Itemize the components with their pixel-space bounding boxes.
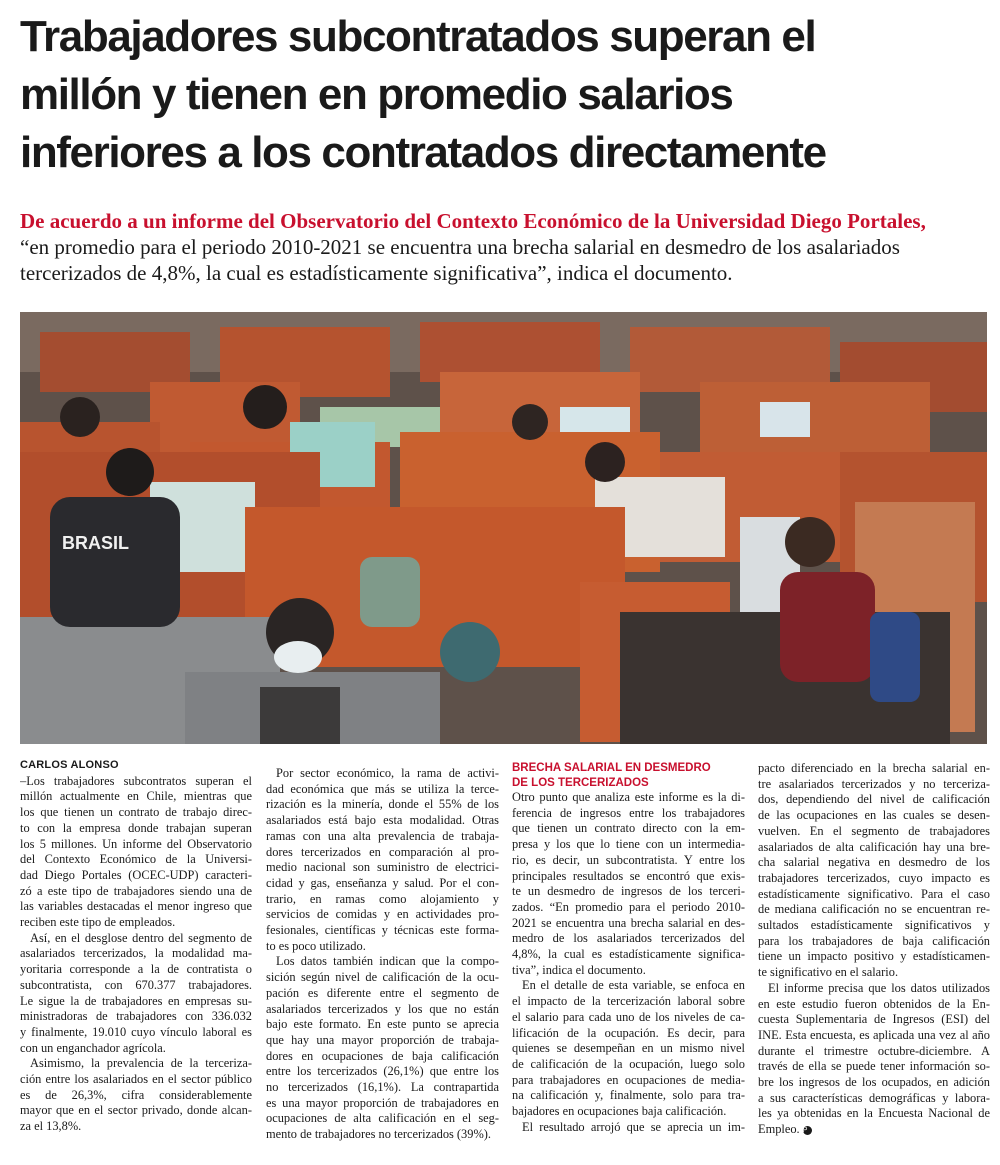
lede-line: “en promedio para el periodo 2010-2021 se encuentra una brecha salarial en desmedro de los asalariados — [20, 235, 900, 259]
text-line: to es poco utilizado. — [266, 938, 366, 953]
text-line: Así, en el desglose dentro del segmento de — [30, 930, 252, 945]
text-line: dad Diego Portales (OCEC-UDP) caracteri- — [20, 867, 252, 882]
text-line: Los datos también indican que la compo- — [276, 954, 499, 969]
text-line: asalariados tercerizados y los que no están — [266, 1001, 499, 1016]
text-line: bajadores en ocupaciones baja calificación. — [512, 1104, 727, 1119]
text-line: de las ocupaciones en las cuales se desen- — [758, 808, 990, 823]
text-line: rio, es decir, un subcontratista. Y entre los — [512, 852, 745, 867]
text-line: yoritaria corresponde a la de contratista o — [20, 962, 252, 977]
text-line: tre asalariados tercerizados y no terceriza- — [758, 776, 990, 791]
text-line: entre los tercerizados (26,1%) que entre los — [266, 1064, 499, 1079]
text-line: les ya obtenidas en la Encuesta Nacional de — [758, 1106, 990, 1121]
headline — [20, 8, 985, 182]
text-line: ción entre los asalariados en el sector público — [20, 1072, 252, 1087]
text-line — [758, 1122, 990, 1138]
text-line: para trabajadores en ocupaciones de media- — [512, 1072, 745, 1087]
text-line: trario, en ramas como alojamiento y — [266, 891, 499, 906]
text-line: para los trabajadores de baja calificación — [758, 933, 990, 948]
text-line: dores en ocupaciones de baja calificación — [266, 1048, 499, 1063]
text-line: –Los trabajadores subcontratos superan el — [20, 773, 252, 788]
text-line: El informe precisa que los datos utilizados — [768, 980, 990, 995]
text-line: rización es la minería, donde el 55% de los — [266, 797, 499, 812]
text-line: el salario para cada uno de los niveles de ca- — [512, 1009, 745, 1024]
paragraph — [266, 954, 499, 1142]
text-line: es de 26,3%, cifra considerablemente — [20, 1087, 252, 1102]
text-line: ferencia de ingresos entre los trabajadores — [512, 805, 745, 820]
text-line: sultados estadísticamente significativos y — [758, 918, 990, 933]
text-line: dos, dependiendo del nivel de calificación — [758, 792, 990, 807]
text-line: de mediana calificación no se encuentran re- — [758, 902, 990, 917]
text-line: En el detalle de esta variable, se enfoca en — [522, 978, 745, 993]
end-mark-icon: P — [803, 1126, 812, 1135]
text-line: tiva”, indica el documento. — [512, 962, 646, 977]
text-line: principales resultados se encontró que exis- — [512, 868, 745, 883]
text-line: asalariados tercerizados, la modalidad ma- — [20, 946, 252, 961]
text-line: sición según nivel de calificación de la ocu- — [266, 970, 499, 985]
headline-line: Trabajadores subcontratados superan el — [20, 12, 816, 61]
shirt-text: BRASIL — [62, 533, 129, 553]
subheading: DE LOS TERCERIZADOS — [512, 776, 649, 789]
text-line: servicios de comidas y en actividades pro- — [266, 907, 499, 922]
text-line: 2021 se encuentra una brecha salarial en des- — [512, 915, 745, 930]
article-photo — [20, 312, 987, 744]
text-line: dores tercerizados en comparación al pro- — [266, 844, 499, 859]
text-line: INE. Esta encuesta, es aplicada una vez al año — [758, 1027, 990, 1042]
text-line: pación es diferente entre el segmento de — [266, 985, 499, 1000]
text-line: a sus características demográficas y labora- — [758, 1090, 990, 1105]
text-line: El resultado arrojó que se aprecia un im- — [522, 1119, 745, 1134]
text-line: asalariados está bajo esta modalidad. Otras — [266, 813, 499, 828]
text-line: te significativo en el salario. — [758, 965, 899, 980]
text-line: Le sigue la de trabajadores en empresas su- — [20, 993, 252, 1008]
text-line: za el 13,8%. — [20, 1119, 82, 1134]
text-line: cha salarial negativa en desmedro de los — [758, 855, 990, 870]
text-line: asalariados de alta calificación hay una bre- — [758, 839, 990, 854]
text-line: ministradoras de trabajadores con 336.032 — [20, 1009, 252, 1024]
article-column-2 — [266, 766, 499, 1143]
paragraph — [20, 931, 252, 1057]
paragraph — [20, 1056, 252, 1135]
paragraph — [758, 981, 990, 1138]
text-line: zó a este tipo de trabajadores siendo una de — [20, 883, 252, 898]
text-line: los 5 millones. Un informe del Observatorio — [20, 836, 252, 851]
text-line: las variables destacadas el menor ingreso que — [20, 899, 252, 914]
text-line: presa y los que lo tiene con un intermedia- — [512, 837, 745, 852]
text-line: los que tienen un contrato de trabajo direc- — [20, 805, 252, 820]
text-line: te un desmedro de ingresos de los tercerі- — [512, 884, 745, 899]
last-word: Empleo. — [758, 1122, 800, 1137]
text-line: de calificación de la ocupación, luego solo — [512, 1056, 745, 1071]
text-line: y finalmente, 19.010 cuyo vínculo laboral es — [20, 1024, 252, 1039]
text-line: lificación de la ocupación. Es decir, para — [512, 1025, 745, 1040]
text-line: medro de los asalariados tercerizados del — [512, 931, 745, 946]
text-line: zados. “En promedio para el periodo 2010- — [512, 899, 745, 914]
article-column-4 — [758, 761, 990, 1138]
headline-line: millón y tienen en promedio salarios — [20, 70, 733, 119]
text-line: estadísticamente significativo. Para el caso — [758, 886, 990, 901]
text-line: que tienen un contrato directo con la em- — [512, 821, 745, 836]
text-line: Otro punto que analiza este informe es la di- — [512, 790, 745, 804]
text-line: ramas con una alta prevalencia de trabaja- — [266, 828, 499, 843]
text-line: millón actualmente en Chile, mientras que — [20, 789, 252, 804]
lede — [20, 208, 985, 286]
lede-line: tercerizados de 4,8%, la cual es estadísticamente significativa”, indica el documento. — [20, 261, 733, 285]
text-line: cidad y gas, enseñanza y salud. Por el con- — [266, 875, 499, 890]
text-line: reciben este tipo de empleados. — [20, 915, 176, 930]
article-column-1 — [20, 758, 252, 1135]
subheading: BRECHA SALARIAL EN DESMEDRO — [512, 762, 711, 774]
paragraph — [512, 978, 745, 1119]
paragraph — [20, 774, 252, 931]
paragraph — [758, 761, 990, 981]
text-line: na calificación y, finalmente, solo para tra- — [512, 1088, 745, 1103]
text-line: trabajadores tercerizados, cuyo impacto es — [758, 870, 990, 885]
text-line: quienes se desempeñan en un mismo nivel — [512, 1041, 745, 1056]
text-line: cuesta Suplementaria de Ingresos (ESI) del — [758, 1012, 990, 1027]
headline-line: inferiores a los contratados directamente — [20, 128, 826, 177]
call-center-illustration — [20, 312, 987, 744]
text-line: durante el trimestre octubre-diciembre. A — [758, 1043, 990, 1058]
text-line: Por sector económico, la rama de activi- — [276, 766, 499, 780]
text-line: bajo este formato. En este punto se aprecia — [266, 1017, 499, 1032]
text-line: del Contexto Económico de la Universi- — [20, 852, 252, 867]
byline: CARLOS ALONSO — [20, 759, 119, 771]
text-line: el impacto de la tercerización laboral sobre — [512, 994, 745, 1009]
text-line: través de ella se puede tener información so- — [758, 1059, 990, 1074]
text-line: con un enganchador agrícola. — [20, 1040, 166, 1055]
text-line: en este estudio fueron obtenidos de la En- — [758, 996, 990, 1011]
text-line: que hay una mayor proporción de trabaja- — [266, 1032, 499, 1047]
text-line: to con la empresa donde trabajan superan — [20, 820, 252, 835]
paragraph — [512, 1120, 745, 1136]
text-line: dad económica que más se utiliza la terce- — [266, 781, 499, 796]
text-line: pacto diferenciado en la brecha salarial en- — [758, 761, 990, 775]
text-line: Asimismo, la prevalencia de la tercerіza- — [30, 1056, 252, 1071]
text-line: 4,8%, la cual es estadísticamente significa- — [512, 947, 745, 962]
text-line: subcontratista, con 670.377 trabajadores. — [20, 977, 252, 992]
text-line: es una mayor proporción de trabajadores en — [266, 1095, 499, 1110]
text-line: fesionales, científicas y técnicas este forma- — [266, 923, 499, 938]
text-line: no tercerizados (16,1%). La contrapartida — [266, 1080, 499, 1095]
text-line: vuelven. En el segmento de trabajadores — [758, 823, 990, 838]
article-column-3 — [512, 761, 745, 1135]
text-line: bre los ingresos de los ocupados, en adición — [758, 1075, 990, 1090]
text-line: mayor que en el sector privado, donde alcan- — [20, 1103, 252, 1118]
text-line: tiene un impacto positivo y estadísticamen- — [758, 949, 990, 964]
paragraph — [512, 790, 745, 978]
paragraph — [266, 766, 499, 954]
text-line: medio nacional son suministro de electrici- — [266, 860, 499, 875]
lede-highlight: De acuerdo a un informe del Observatorio del Contexto Económico de la Universidad Diego Portales, — [20, 209, 926, 233]
text-line: ocupaciones de alta calificación en el seg- — [266, 1111, 499, 1126]
text-line: mento de trabajadores no tercerizados (39%). — [266, 1127, 491, 1142]
